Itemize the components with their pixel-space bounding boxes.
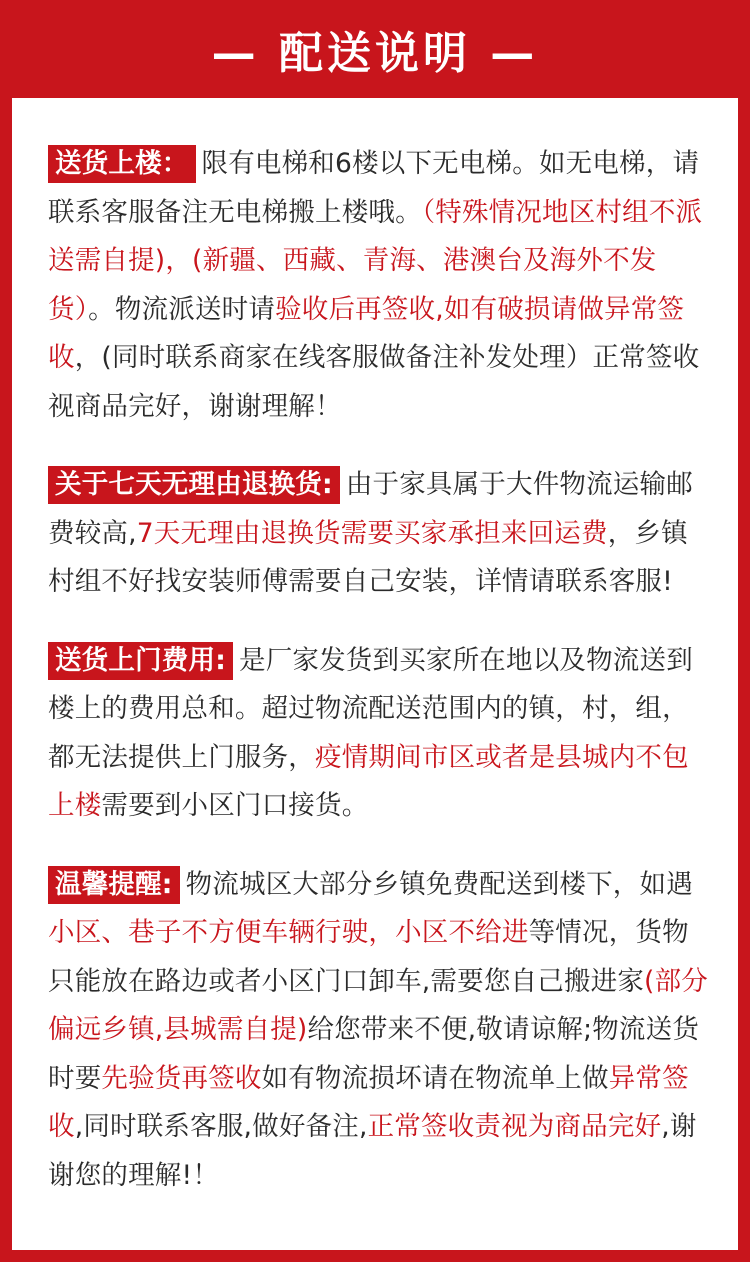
section-text: ,谢谢您的理解!！ [48,1111,697,1191]
section-text: 等情况，货物只能放在路边或者小区门口卸车,需要您自己搬进家 [48,917,689,997]
section-text: ，(同时联系商家在线客服做备注补发处理）正常签收视商品完好，谢谢理解！ [48,342,700,422]
section-text-highlight: 小区、巷子不方便车辆行驶，小区不给进 [48,917,529,948]
section-text: ，乡镇村组不好找安装师傅需要自己安装，详情请联系客服! [48,517,688,597]
section-text: 如有物流损坏请在物流单上做 [261,1062,609,1094]
section-text: 物流城区大部分乡镇免费配送到楼下，如遇 [185,868,693,900]
section-text-highlight: 异常签收 [48,1062,689,1142]
section-text-highlight: 验收后再签收,如有破损请做异常签收 [48,293,685,373]
page-title: — 配送说明 — [211,28,539,79]
section-text-highlight: (部分偏远乡镇,县城需自提) [48,965,708,1045]
section-text-highlight: 疫情期间市区或者是县城内不包上楼 [48,741,689,821]
section-text-highlight: （特殊情况地区村组不派送需自提)，(新疆、西藏、青海、港澳台及海外不发货） [48,196,703,325]
section-label: 关于七天无理由退换货: [48,466,340,504]
section-text: 给您带来不便,敬请谅解;物流送货时要 [48,1014,700,1094]
section-text: 需要到小区门口接货。 [101,790,369,821]
section-label: 温馨提醒: [48,866,180,904]
section-text-highlight: 先验货再签收 [101,1062,262,1094]
section-delivery-upstairs [48,140,708,431]
section-text: 是厂家发货到买家所在地以及物流送到楼上的费用总和。超过物流配送范围内的镇，村，组，都无法提供上门服务， [48,644,693,773]
section-door-delivery-fee [48,637,708,831]
section-text: ,同时联系客服,做好备注, [74,1111,368,1142]
section-label: 送货上门费用: [48,642,233,680]
content-panel [12,98,738,1250]
section-friendly-reminder [48,861,708,1201]
section-text: 。物流派送时请 [88,293,276,325]
section-label: 送货上楼： [48,145,196,183]
section-text-highlight: 正常签收责视为商品完好 [367,1111,662,1142]
section-text-highlight: 7天无理由退换货需要买家承担来回运费 [136,517,608,549]
section-text: 限有电梯和6楼以下无电梯。如无电梯，请联系客服备注无电梯搬上楼哦。 [48,148,700,228]
section-seven-day-return [48,461,708,607]
section-text: 由于家具属于大件物流运输邮费较高, [48,469,693,549]
